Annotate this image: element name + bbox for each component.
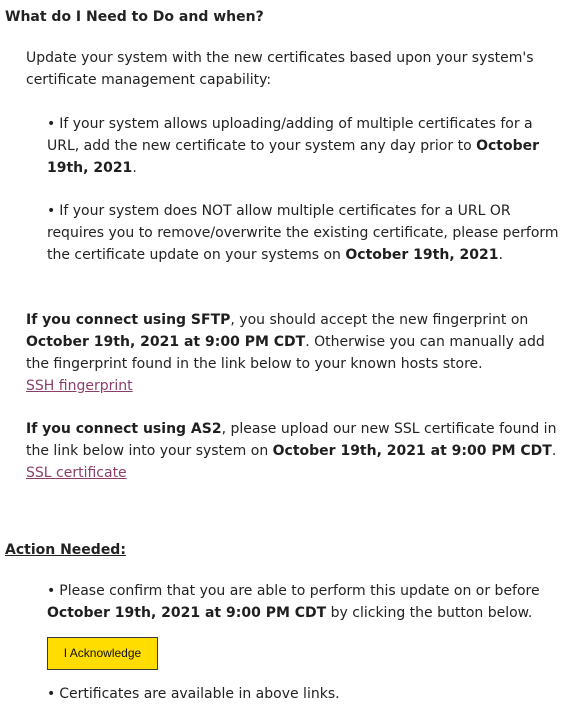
ssl-certificate-link[interactable]: SSL certificate bbox=[26, 465, 127, 481]
bullet-text: If your system allows uploading/adding of multiple certificates for a URL, add the new certificate to your system any day prior to bbox=[47, 116, 533, 154]
action-needed-title: Action Needed: bbox=[5, 542, 126, 558]
bullet-date: October 19th, 2021 bbox=[345, 247, 499, 263]
as2-date: October 19th, 2021 at 9:00 PM CDT bbox=[272, 443, 552, 459]
bullet-dot: • bbox=[47, 686, 56, 702]
bullet-text: If your system does NOT allow multiple certificates for a URL OR requires you to remove/overwrite the existing certificate, please perform the certificate update on your systems on bbox=[47, 203, 559, 263]
sftp-date: October 19th, 2021 at 9:00 PM CDT bbox=[26, 334, 306, 350]
bullet-date: October 19th, 2021 at 9:00 PM CDT bbox=[47, 605, 327, 621]
bullet-dot: • bbox=[47, 203, 56, 219]
bullet-dot: • bbox=[47, 116, 56, 132]
sftp-lead: If you connect using SFTP bbox=[26, 312, 231, 328]
bullet-date: October 19th, 2021 bbox=[47, 138, 540, 176]
bullet-end: . bbox=[132, 160, 137, 176]
sftp-paragraph bbox=[26, 309, 566, 397]
as2-lead: If you connect using AS2 bbox=[26, 421, 222, 437]
as2-paragraph bbox=[26, 418, 566, 484]
bullet-confirm bbox=[47, 580, 567, 624]
bullet-text-2: by clicking the button below. bbox=[326, 605, 533, 621]
sftp-text-1: , you should accept the new fingerprint on bbox=[230, 312, 529, 328]
bullet-text: Certificates are available in above links. bbox=[59, 686, 340, 702]
intro-paragraph: Update your system with the new certificates based upon your system's certificate management capability: bbox=[26, 50, 534, 88]
page-title: What do I Need to Do and when? bbox=[5, 9, 264, 25]
bullet-certificates bbox=[47, 683, 567, 705]
as2-text-2: . bbox=[551, 443, 557, 459]
bullet-single-cert bbox=[47, 200, 567, 266]
ssh-fingerprint-link[interactable]: SSH fingerprint bbox=[26, 378, 133, 394]
as2-text-1: , please upload our new SSL certificate found in the link below into your system on bbox=[26, 421, 557, 459]
bullet-dot: • bbox=[47, 583, 56, 599]
sftp-text-2: . Otherwise you can manually add the fingerprint found in the link below to your known hosts store. bbox=[26, 334, 545, 372]
bullet-multiple-certs bbox=[47, 113, 567, 179]
bullet-text: Please confirm that you are able to perform this update on or before bbox=[59, 583, 540, 599]
acknowledge-button[interactable]: I Acknowledge bbox=[47, 637, 158, 670]
bullet-end: . bbox=[498, 247, 503, 263]
